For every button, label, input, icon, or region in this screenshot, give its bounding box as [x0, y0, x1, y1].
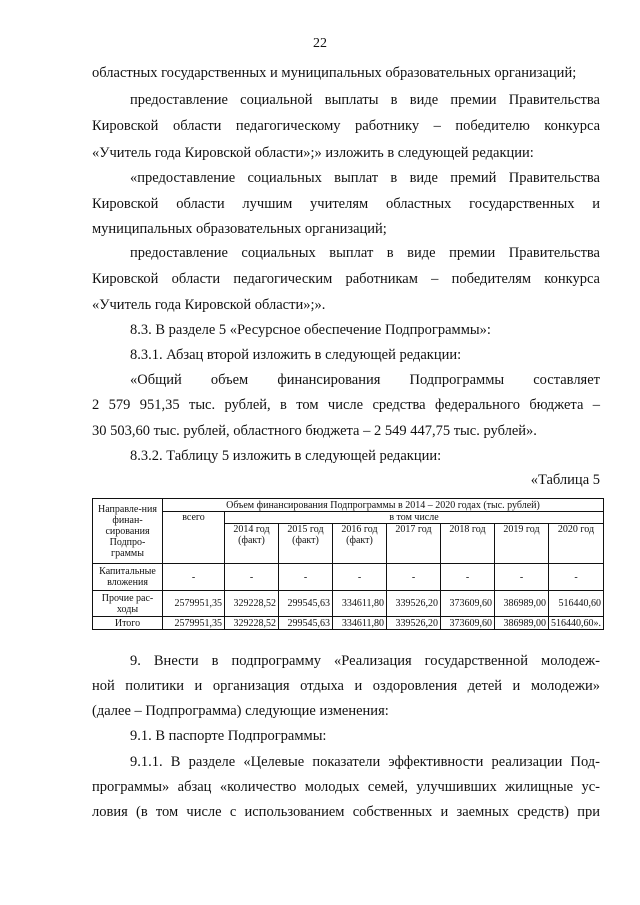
page-number: 22	[313, 36, 327, 51]
cell-value: 329228,52	[225, 617, 279, 630]
paragraph-line: 30 503,60 тыс. рублей, областного бюджета – 2 549 447,75 тыс. рублей».	[92, 423, 537, 439]
financing-table	[92, 498, 604, 630]
cell-value: 386989,00	[495, 591, 549, 617]
funding-group-header: Объем финансирования Подпрограммы в 2014 – 2020 годах (тыс. рублей)	[163, 499, 604, 512]
cell-value: -	[333, 564, 387, 591]
cell-value: -	[279, 564, 333, 591]
direction-header: Направле-ния финан-сирования Подпро-граммы	[93, 499, 163, 564]
paragraph-line: ловия (в том числе с использованием собственных и заемных средств) при	[92, 804, 600, 820]
paragraph-line: программы» абзац «количество молодых семей, улучшивших жилищные ус-	[92, 779, 600, 795]
paragraph-line: «предоставление социальных выплат в виде премий Правительства	[130, 170, 600, 186]
cell-value: 329228,52	[225, 591, 279, 617]
paragraph-line: муниципальных образовательных организаций;	[92, 221, 387, 237]
row-label: Итого	[93, 617, 163, 630]
row-label: Капитальные вложения	[93, 564, 163, 591]
cell-total: -	[163, 564, 225, 591]
cell-value: 299545,63	[279, 617, 333, 630]
paragraph-line: предоставление социальной выплаты в виде премии Правительства	[130, 92, 600, 108]
cell-value: 339526,20	[387, 591, 441, 617]
section-heading: 8.3. В разделе 5 «Ресурсное обеспечение Подпрограммы»:	[130, 322, 491, 338]
paragraph-line: 2 579 951,35 тыс. рублей, в том числе средства федерального бюджета –	[92, 397, 600, 413]
paragraph-line: 9.1.1. В разделе «Целевые показатели эффективности реализации Под-	[130, 754, 600, 770]
table-row	[93, 564, 604, 591]
table-row	[93, 591, 604, 617]
paragraph-line: «Общий объем финансирования Подпрограммы составляет	[130, 372, 600, 388]
cell-value: 373609,60	[441, 591, 495, 617]
cell-value: 334611,80	[333, 617, 387, 630]
paragraph-line: «Учитель года Кировской области»;» изложить в следующей редакции:	[92, 145, 534, 161]
cell-value: -	[225, 564, 279, 591]
year-header: 2019 год	[495, 524, 549, 564]
paragraph-line: 8.3.1. Абзац второй изложить в следующей редакции:	[130, 347, 462, 363]
paragraph-line: «Учитель года Кировской области»;».	[92, 297, 326, 313]
section-heading: 9. Внести в подпрограмму «Реализация государственной молодеж-	[130, 653, 600, 669]
year-header: 2015 год (факт)	[279, 524, 333, 564]
cell-value: 516440,60	[549, 591, 604, 617]
paragraph-line: Кировской области лучшим учителям областных государственных и	[92, 196, 600, 212]
paragraph-line: Кировской области педагогическому работнику – победителю конкурса	[92, 118, 600, 134]
paragraph-line: 8.3.2. Таблицу 5 изложить в следующей редакции:	[130, 448, 442, 464]
row-label: Прочие рас-ходы	[93, 591, 163, 617]
paragraph-line: Кировской области педагогическим работникам – победителям конкурса	[92, 271, 600, 287]
cell-total: 2579951,35	[163, 591, 225, 617]
cell-value: 339526,20	[387, 617, 441, 630]
year-header: 2016 год (факт)	[333, 524, 387, 564]
year-header: 2018 год	[441, 524, 495, 564]
cell-value: 334611,80	[333, 591, 387, 617]
cell-value: -	[549, 564, 604, 591]
paragraph-line: (далее – Подпрограмма) следующие изменения:	[92, 703, 389, 719]
cell-value: 373609,60	[441, 617, 495, 630]
year-header: 2014 год (факт)	[225, 524, 279, 564]
paragraph-line: ной политики и организация отдыха и оздоровления детей и молодежи»	[92, 678, 600, 694]
table-caption: «Таблица 5	[530, 472, 600, 488]
paragraph-line: 9.1. В паспорте Подпрограммы:	[130, 728, 327, 744]
table-row	[93, 617, 604, 630]
cell-value: 386989,00	[495, 617, 549, 630]
cell-value: 299545,63	[279, 591, 333, 617]
paragraph-line: областных государственных и муниципальных образовательных организаций;	[92, 65, 577, 81]
paragraph-line: предоставление социальных выплат в виде премии Правительства	[130, 245, 600, 261]
total-header: всего	[163, 512, 225, 564]
cell-value: -	[441, 564, 495, 591]
cell-value: -	[387, 564, 441, 591]
year-header: 2020 год	[549, 524, 604, 564]
cell-total: 2579951,35	[163, 617, 225, 630]
cell-value: -	[495, 564, 549, 591]
cell-value: 516440,60».	[549, 617, 604, 630]
including-header: в том числе	[225, 512, 604, 524]
year-header: 2017 год	[387, 524, 441, 564]
